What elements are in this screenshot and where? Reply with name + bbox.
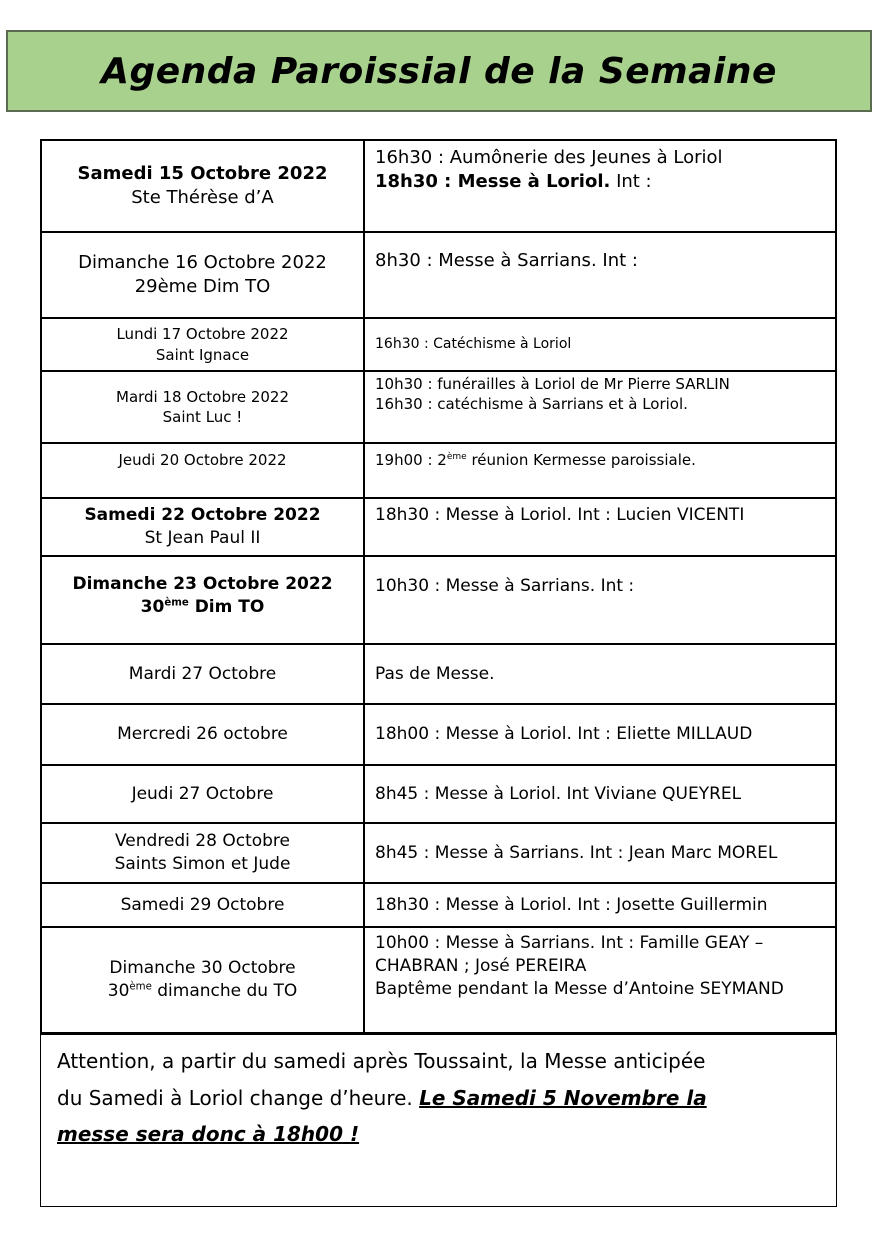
day-cell (41, 704, 364, 765)
events-cell (364, 823, 836, 883)
events-cell (364, 371, 836, 443)
saint-sup: ème (129, 981, 152, 993)
table-row (41, 443, 836, 498)
event-text: 18h00 : Messe à Loriol. Int : Eliette MILLAUD (375, 724, 753, 745)
event-text: CHABRAN ; José PEREIRA (375, 955, 587, 976)
saint-part: 30 (140, 596, 165, 617)
notice-box (40, 1034, 837, 1207)
day-label: Samedi 29 Octobre (120, 894, 285, 915)
day-cell (41, 140, 364, 232)
day-label: Lundi 17 Octobre 2022 (116, 325, 289, 344)
day-label: Jeudi 27 Octobre (131, 783, 274, 804)
saint-part: dimanche du TO (151, 981, 298, 1001)
notice-text: du Samedi à Loriol change d’heure. (57, 1085, 420, 1110)
table-row (41, 232, 836, 318)
day-label: Mardi 18 Octobre 2022 (116, 387, 289, 406)
event-text: 18h30 : Messe à Loriol. Int : Lucien VICENTI (375, 505, 745, 525)
notice-line (57, 1116, 820, 1153)
saint-label: St Jean Paul II (144, 528, 261, 548)
event-part: réunion Kermesse paroissiale. (466, 451, 696, 469)
event-text (375, 170, 835, 194)
saint-sup: ème (164, 597, 189, 609)
table-row (41, 371, 836, 443)
day-cell (41, 556, 364, 644)
event-text: 10h30 : Messe à Sarrians. Int : (375, 576, 635, 596)
event-bold: 18h30 : Messe à Loriol. (375, 171, 611, 193)
events-cell (364, 140, 836, 232)
event-sup: ème (446, 452, 467, 462)
day-cell (41, 883, 364, 927)
day-label: Samedi 15 Octobre 2022 (77, 162, 328, 184)
day-cell (41, 927, 364, 1033)
events-cell (364, 644, 836, 704)
day-label: Dimanche 30 Octobre (109, 958, 296, 979)
day-label: Dimanche 23 Octobre 2022 (72, 574, 333, 594)
event-part: 19h00 : 2 (375, 451, 447, 469)
notice-line: Attention, a partir du samedi après Toussaint, la Messe anticipée (57, 1049, 706, 1073)
events-cell (364, 556, 836, 644)
event-text: 8h30 : Messe à Sarrians. Int : (375, 250, 638, 271)
saint-label: Saints Simon et Jude (114, 854, 291, 874)
events-cell (364, 232, 836, 318)
event-text: 10h00 : Messe à Sarrians. Int : Famille GEAY – (375, 933, 764, 953)
table-row (41, 140, 836, 232)
events-cell (364, 318, 836, 371)
table-row (41, 927, 836, 1033)
events-cell (364, 883, 836, 927)
events-cell (364, 765, 836, 823)
event-text: 16h30 : catéchisme à Sarrians et à Loriol. (375, 395, 688, 414)
events-cell (364, 927, 836, 1033)
table-row (41, 883, 836, 927)
event-text: 18h30 : Messe à Loriol. Int : Josette Guillermin (375, 894, 768, 915)
events-cell (364, 498, 836, 556)
table-row (41, 644, 836, 704)
day-label: Mercredi 26 octobre (117, 724, 288, 745)
table-row (41, 765, 836, 823)
saint-label (42, 980, 363, 1003)
day-cell (41, 371, 364, 443)
event-text: 8h45 : Messe à Sarrians. Int : Jean Marc MOREL (375, 842, 778, 863)
day-label: Mardi 27 Octobre (128, 663, 277, 684)
events-cell (364, 443, 836, 498)
day-cell (41, 498, 364, 556)
saint-label: Saint Ignace (155, 345, 250, 364)
event-rest: Int : (610, 171, 652, 193)
saint-label: 29ème Dim TO (134, 276, 271, 297)
saint-label: Ste Thérèse d’A (131, 187, 274, 208)
events-cell (364, 704, 836, 765)
table-row (41, 318, 836, 371)
event-text: 10h30 : funérailles à Loriol de Mr Pierre SARLIN (375, 375, 730, 393)
table-row (41, 823, 836, 883)
saint-part: 30 (107, 981, 130, 1001)
day-cell (41, 232, 364, 318)
saint-label: Saint Luc ! (162, 408, 243, 426)
event-text: 16h30 : Catéchisme à Loriol (375, 336, 572, 353)
saint-part: Dim TO (188, 596, 265, 617)
day-cell (41, 318, 364, 371)
event-text: 16h30 : Aumônerie des Jeunes à Loriol (375, 147, 723, 168)
event-text: Pas de Messe. (375, 663, 495, 684)
day-cell (41, 823, 364, 883)
saint-label (42, 596, 363, 619)
table-row (41, 704, 836, 765)
day-label: Jeudi 20 Octobre 2022 (118, 451, 287, 469)
table-row (41, 556, 836, 644)
notice-emphasis: Le Samedi 5 Novembre la (419, 1085, 707, 1110)
day-label: Dimanche 16 Octobre 2022 (78, 251, 327, 273)
event-text (375, 450, 835, 470)
event-text: 8h45 : Messe à Loriol. Int Viviane QUEYREL (375, 783, 742, 804)
day-label: Vendredi 28 Octobre (114, 831, 291, 852)
notice-emphasis: messe sera donc à 18h00 ! (57, 1122, 360, 1147)
table-row (41, 498, 836, 556)
day-cell (41, 644, 364, 704)
notice-line (57, 1080, 820, 1117)
page-title: Agenda Paroissial de la Semaine (101, 50, 777, 92)
day-label: Samedi 22 Octobre 2022 (84, 505, 321, 526)
event-text: Baptême pendant la Messe d’Antoine SEYMAND (375, 978, 784, 999)
agenda-table (40, 139, 837, 1034)
day-cell (41, 765, 364, 823)
title-banner (6, 30, 872, 112)
day-cell (41, 443, 364, 498)
